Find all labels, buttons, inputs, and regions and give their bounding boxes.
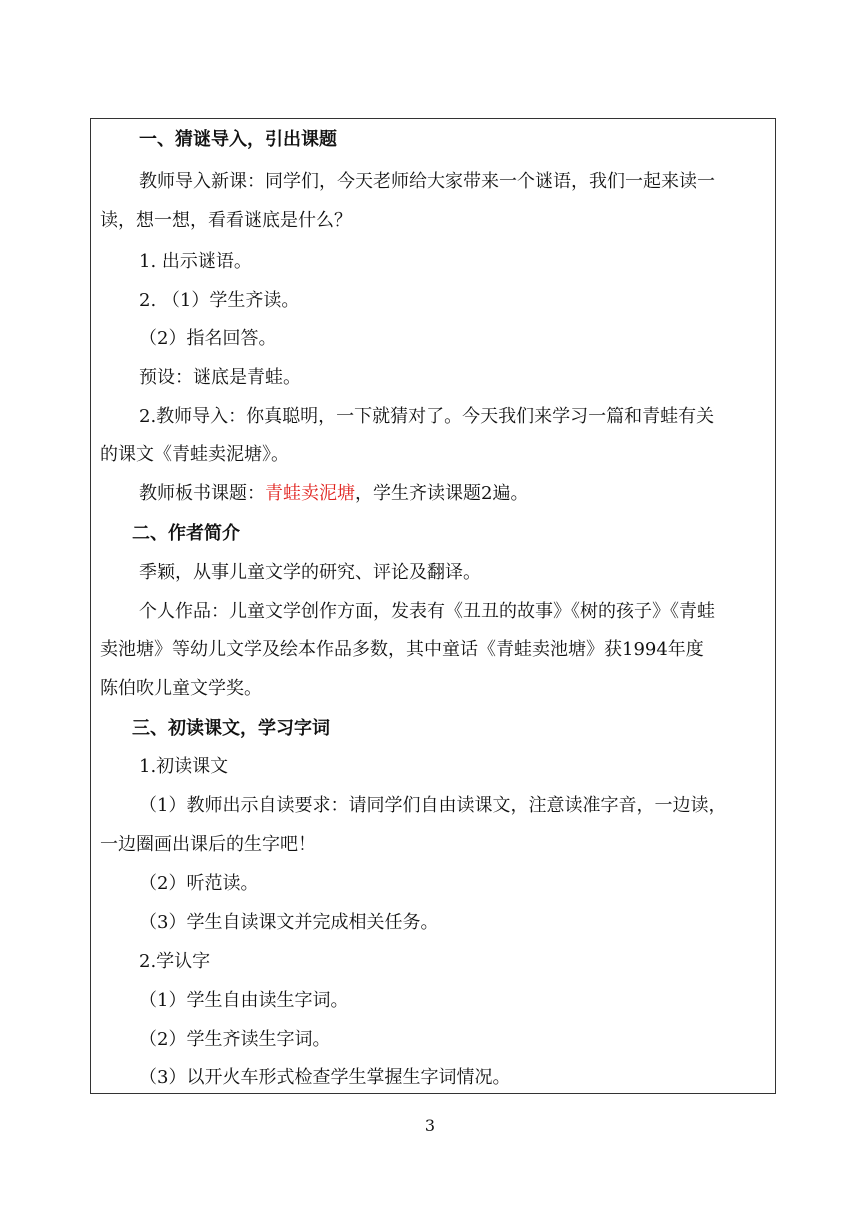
paragraph-line: 季颖，从事儿童文学的研究、评论及翻译。 bbox=[139, 562, 481, 583]
list-item: 2. （1）学生齐读。 bbox=[139, 290, 300, 311]
list-item: （1）教师出示自读要求：请同学们自由读课文，注意读准字音，一边读， bbox=[139, 795, 727, 816]
heading-2: 二、作者简介 bbox=[132, 523, 240, 544]
list-item: 2.学认字 bbox=[139, 951, 211, 972]
paragraph-line: 教师导入新课：同学们，今天老师给大家带来一个谜语，我们一起来读一 bbox=[139, 171, 715, 192]
list-item: （2）学生齐读生字词。 bbox=[139, 1029, 331, 1050]
text-span: ，学生齐读课题2遍。 bbox=[355, 483, 529, 504]
paragraph-line: 个人作品：儿童文学创作方面，发表有《丑丑的故事》《树的孩子》《青蛙 bbox=[139, 601, 715, 622]
heading-1: 一、猜谜导入，引出课题 bbox=[139, 129, 337, 150]
paragraph-line bbox=[0, 482, 860, 506]
list-item: 1. 出示谜语。 bbox=[139, 251, 252, 272]
paragraph-line: 一边圈画出课后的生字吧！ bbox=[100, 834, 316, 855]
list-item: （1）学生自由读生字词。 bbox=[139, 990, 349, 1011]
heading-3: 三、初读课文，学习字词 bbox=[132, 718, 330, 739]
paragraph-line: 预设：谜底是青蛙。 bbox=[139, 367, 301, 388]
lesson-title-red: 青蛙卖泥塘 bbox=[265, 483, 355, 504]
text-span: 教师板书课题： bbox=[139, 483, 265, 504]
paragraph-line: 陈伯吹儿童文学奖。 bbox=[100, 678, 262, 699]
list-item: （2）指名回答。 bbox=[139, 328, 277, 349]
paragraph-line: 读，想一想，看看谜底是什么？ bbox=[100, 210, 352, 231]
paragraph-line: 的课文《青蛙卖泥塘》。 bbox=[100, 444, 289, 465]
list-item: （2）听范读。 bbox=[139, 873, 259, 894]
paragraph-line: 2.教师导入：你真聪明，一下就猜对了。今天我们来学习一篇和青蛙有关 bbox=[139, 406, 715, 427]
page-number: 3 bbox=[424, 1116, 436, 1135]
list-item: 1.初读课文 bbox=[139, 756, 229, 777]
list-item: （3）以开火车形式检查学生掌握生字词情况。 bbox=[139, 1067, 511, 1088]
paragraph-line: 卖池塘》等幼儿文学及绘本作品多数，其中童话《青蛙卖池塘》获1994年度 bbox=[100, 639, 704, 660]
list-item: （3）学生自读课文并完成相关任务。 bbox=[139, 912, 439, 933]
